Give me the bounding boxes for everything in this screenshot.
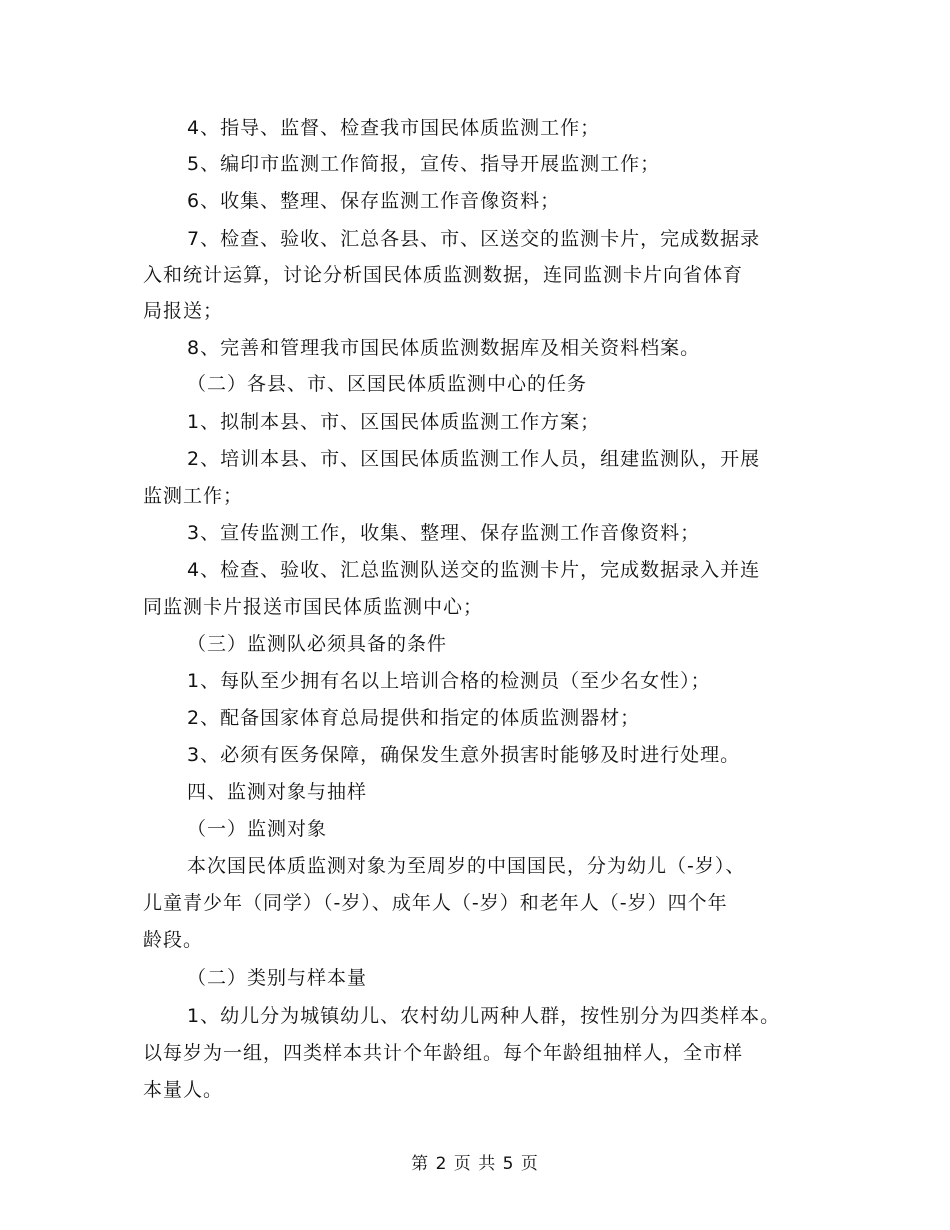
paragraph-objects-line-1: 本次国民体质监测对象为至周岁的中国国民，分为幼儿（-岁）、 bbox=[187, 855, 746, 877]
list-item-2-equipment: 2、配备国家体育总局提供和指定的体质监测器材； bbox=[187, 707, 641, 729]
list-item-3-medical: 3、必须有医务保障，确保发生意外损害时能够及时进行处理。 bbox=[187, 744, 741, 766]
list-item-4-line-2: 同监测卡片报送市国民体质监测中心； bbox=[143, 596, 484, 618]
list-item-1-team-staff: 1、每队至少拥有名以上培训合格的检测员（至少名女性）； bbox=[187, 670, 711, 692]
paragraph-objects-line-3: 龄段。 bbox=[143, 929, 204, 951]
list-item-5-compile-bulletin: 5、编印市监测工作简报，宣传、指导开展监测工作； bbox=[187, 153, 661, 175]
list-item-8-database: 8、完善和管理我市国民体质监测数据库及相关资料档案。 bbox=[187, 337, 701, 359]
section-heading-county-centers: （二）各县、市、区国民体质监测中心的任务 bbox=[187, 373, 588, 395]
list-item-2-line-2: 监测工作； bbox=[143, 485, 244, 507]
list-item-7-line-1: 7、检查、验收、汇总各县、市、区送交的监测卡片，完成数据录 bbox=[187, 228, 761, 250]
paragraph-children-line-2: 以每岁为一组，四类样本共计个年龄组。每个年龄组抽样人，全市样 bbox=[143, 1042, 744, 1064]
list-item-3-publicize: 3、宣传监测工作，收集、整理、保存监测工作音像资料； bbox=[187, 522, 701, 544]
section-heading-team-conditions: （三）监测队必须具备的条件 bbox=[187, 633, 448, 655]
subsection-heading-objects: （一）监测对象 bbox=[187, 818, 328, 840]
list-item-4-guide-supervise: 4、指导、监督、检查我市国民体质监测工作； bbox=[187, 117, 601, 139]
list-item-4-line-1: 4、检查、验收、汇总监测队送交的监测卡片，完成数据录入并连 bbox=[187, 559, 761, 581]
section-heading-objects-sampling: 四、监测对象与抽样 bbox=[187, 781, 368, 803]
list-item-7-line-2: 入和统计运算，讨论分析国民体质监测数据，连同监测卡片向省体育 bbox=[143, 264, 744, 286]
subsection-heading-categories: （二）类别与样本量 bbox=[187, 967, 368, 989]
paragraph-children-line-1: 1、幼儿分为城镇幼儿、农村幼儿两种人群，按性别分为四类样本。 bbox=[187, 1005, 781, 1027]
list-item-1-draft-plan: 1、拟制本县、市、区国民体质监测工作方案； bbox=[187, 411, 601, 433]
paragraph-objects-line-2: 儿童青少年（同学）（-岁）、成年人（-岁）和老年人（-岁）四个年 bbox=[143, 892, 728, 914]
page-number-footer: 第 2 页 共 5 页 bbox=[411, 1154, 539, 1174]
list-item-2-line-1: 2、培训本县、市、区国民体质监测工作人员，组建监测队，开展 bbox=[187, 448, 761, 470]
paragraph-children-line-3: 本量人。 bbox=[143, 1079, 224, 1101]
list-item-7-line-3: 局报送； bbox=[143, 300, 224, 322]
list-item-6-collect-materials: 6、收集、整理、保存监测工作音像资料； bbox=[187, 190, 561, 212]
